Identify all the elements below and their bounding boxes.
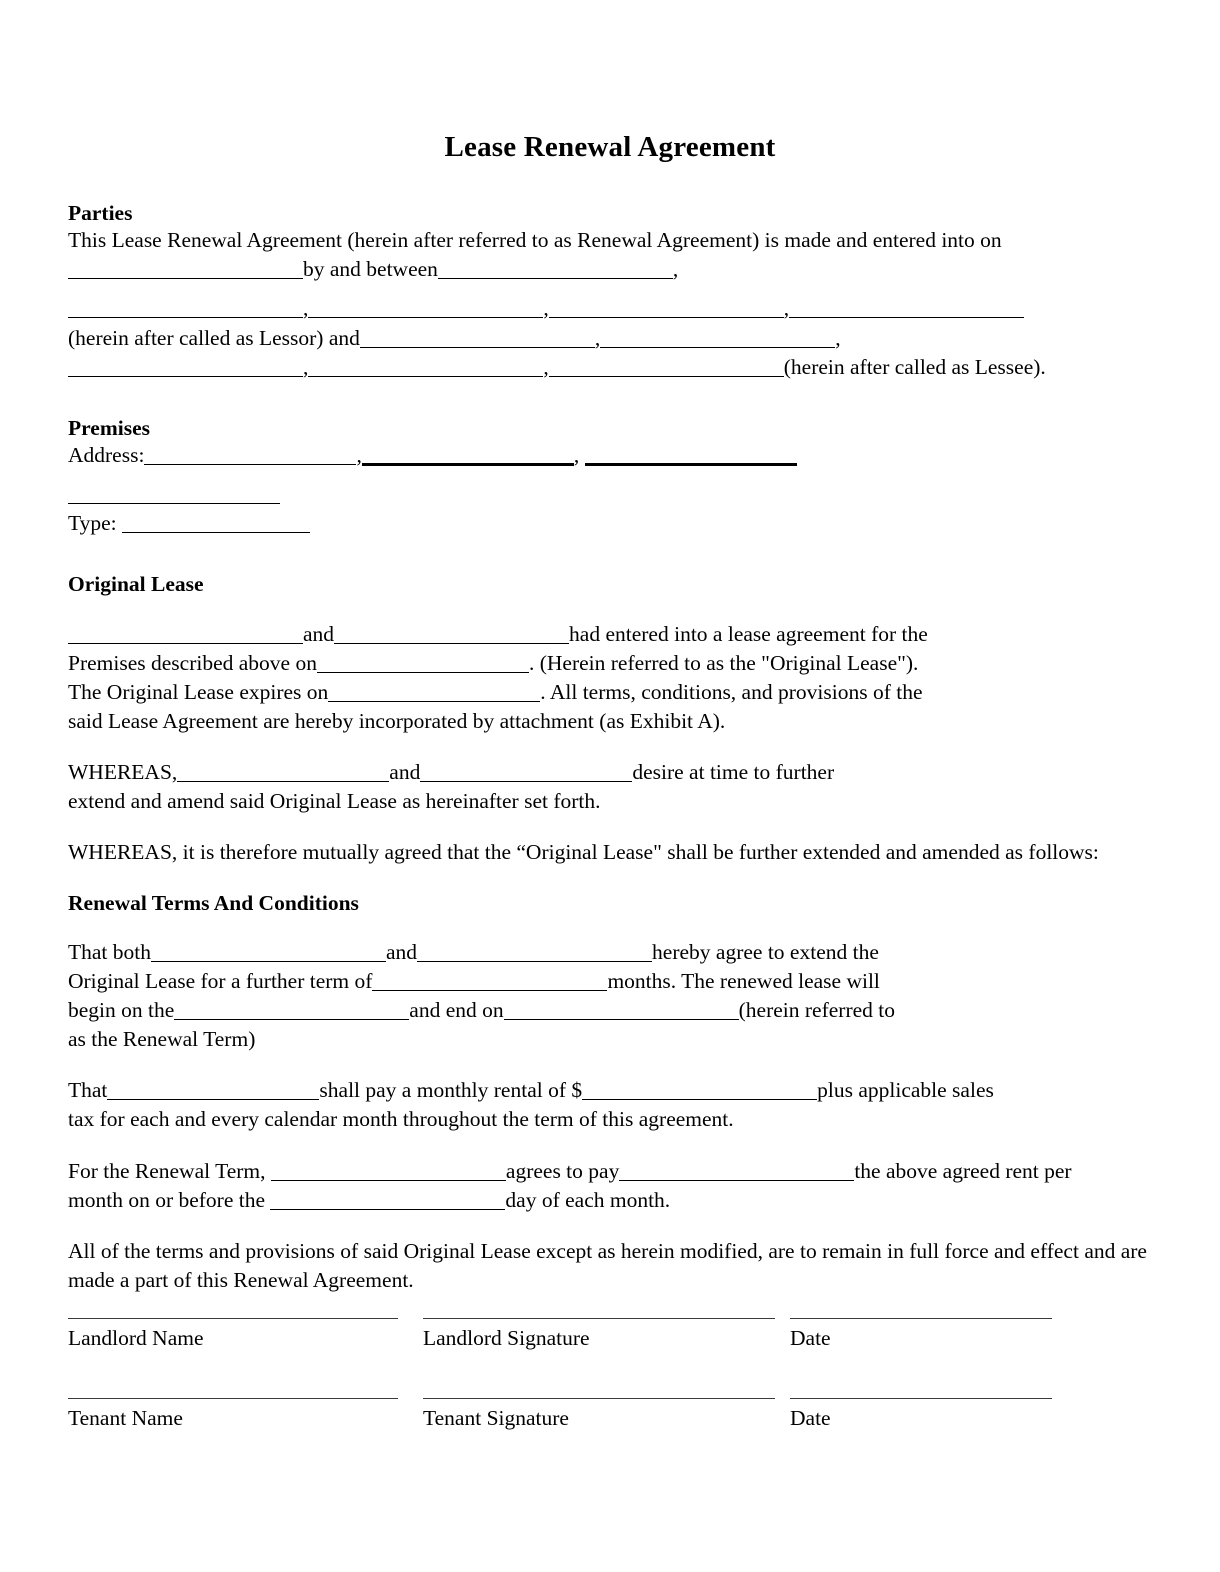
section-heading-premises: Premises	[68, 415, 150, 440]
tenant-signature-field[interactable]	[423, 1398, 775, 1431]
lessor-addr-comma-2: ,	[543, 296, 549, 321]
signature-block-tenant	[68, 1398, 1153, 1460]
whereas-paragraph-1	[68, 758, 1153, 816]
parties-line2-comma: ,	[672, 257, 679, 282]
landlord-name-field[interactable]	[68, 1318, 398, 1351]
tenant-name-label: Tenant Name	[68, 1406, 183, 1430]
whereas-extend-text: extend and amend said Original Lease as hereinafter set forth.	[68, 789, 601, 814]
rt1-that-both-label: That both	[68, 939, 151, 964]
blank-rt-rent-payer[interactable]	[271, 1180, 506, 1181]
parties-intro-text: This Lease Renewal Agreement (herein after referred to as Renewal Agreement) is made and entered into on	[68, 228, 1002, 253]
lessee-comma-2: ,	[835, 325, 841, 350]
blank-lessee-address-2[interactable]	[308, 376, 543, 377]
lessor-addr-comma-3: ,	[783, 296, 790, 321]
blank-lessee-address-3[interactable]	[549, 376, 784, 377]
rt1-agree-extend-text: hereby agree to extend the	[652, 939, 879, 964]
blank-rt-party-2[interactable]	[417, 961, 652, 962]
blank-ol-party-2[interactable]	[334, 643, 569, 644]
blank-rt-end-date[interactable]	[504, 1019, 739, 1020]
section-heading-parties: Parties	[68, 201, 133, 225]
premises-addr-comma-1: ,	[356, 443, 362, 468]
landlord-signature-label: Landlord Signature	[423, 1326, 590, 1350]
tenant-signature-label: Tenant Signature	[423, 1406, 569, 1430]
blank-rt-begin-date[interactable]	[174, 1019, 409, 1020]
lessee-comma-1: ,	[594, 325, 601, 350]
parties-by-and-between-label: by and between	[303, 257, 438, 282]
blank-lessee-address-1[interactable]	[68, 376, 303, 377]
original-lease-paragraph-1	[68, 620, 1153, 737]
rt3-month-before-label: month on or before the	[68, 1187, 266, 1212]
blank-rt-payer[interactable]	[107, 1099, 319, 1100]
whereas-label-1: WHEREAS,	[68, 760, 178, 785]
ol-entered-text: had entered into a lease agreement for the	[569, 621, 928, 646]
lessee-addr-comma-1: ,	[303, 354, 309, 379]
rt2-monthly-rental-label: shall pay a monthly rental of $	[319, 1078, 583, 1103]
renewal-term-item-1	[68, 938, 1153, 1055]
ol-and-1: and	[303, 621, 335, 646]
blank-premises-address-1[interactable]	[144, 464, 356, 465]
rt3-agrees-to-pay-label: agrees to pay	[505, 1158, 620, 1183]
rt3-for-renewal-term-label: For the Renewal Term,	[68, 1158, 266, 1183]
lessee-addr-comma-2: ,	[543, 354, 549, 379]
rt3-day-of-month-text: day of each month.	[505, 1187, 671, 1212]
premises-type-line	[68, 509, 1153, 538]
signature-block-landlord	[68, 1318, 1153, 1380]
rt1-renewal-term-text: as the Renewal Term)	[68, 1027, 256, 1052]
blank-lessor-address-4[interactable]	[789, 317, 1024, 318]
blank-lessee-name-1[interactable]	[360, 347, 595, 348]
blank-premises-address-4[interactable]	[68, 503, 280, 504]
whereas-and-1: and	[389, 760, 421, 785]
rt1-further-term-label: Original Lease for a further term of	[68, 968, 373, 993]
blank-lessor-address-1[interactable]	[68, 317, 303, 318]
blank-premises-address-3[interactable]	[585, 463, 797, 466]
address-label: Address:	[68, 443, 145, 468]
lessor-designation-label: (herein after called as Lessor) and	[68, 325, 360, 350]
blank-ol-expiry-date[interactable]	[328, 701, 540, 702]
ol-expires-label: The Original Lease expires on	[68, 679, 329, 704]
lessor-addr-comma-1: ,	[303, 296, 309, 321]
whereas-desire-text: desire at time to further	[632, 760, 835, 785]
landlord-signature-field[interactable]	[423, 1318, 775, 1351]
rt1-end-label: and end on	[409, 998, 504, 1022]
premises-address-line	[68, 441, 1153, 470]
blank-rt-term-months[interactable]	[372, 990, 607, 991]
ol-premises-described-label: Premises described above on	[68, 650, 317, 675]
premises-address-continued-line	[68, 480, 1153, 509]
blank-rt-party-1[interactable]	[151, 961, 386, 962]
section-heading-renewal-terms: Renewal Terms And Conditions	[68, 890, 359, 915]
type-label: Type:	[68, 511, 117, 536]
whereas-paragraph-2	[68, 838, 1153, 867]
section-heading-original-lease: Original Lease	[68, 572, 204, 597]
blank-ol-lease-date[interactable]	[317, 672, 529, 673]
blank-agreement-date[interactable]	[68, 278, 303, 279]
ol-herein-referred-text: . (Herein referred to as the "Original Lease").	[528, 650, 919, 675]
rt1-months-text: months. The renewed lease will	[607, 968, 880, 993]
rt2-that-label: That	[68, 1078, 108, 1103]
blank-lessor-address-3[interactable]	[549, 317, 784, 318]
tenant-date-field[interactable]	[790, 1398, 1052, 1431]
blank-lessor-name[interactable]	[438, 278, 673, 279]
lessee-address-line	[68, 353, 1153, 382]
parties-intro-line	[68, 226, 1153, 255]
rt2-tax-text: tax for each and every calendar month throughout the term of this agreement.	[68, 1107, 734, 1132]
landlord-date-field[interactable]	[790, 1318, 1052, 1351]
renewal-term-item-2	[68, 1076, 1153, 1134]
rt2-plus-sales-text: plus applicable sales	[817, 1078, 994, 1103]
document-body	[68, 200, 1153, 1295]
lessor-address-line	[68, 294, 1153, 323]
parties-date-line	[68, 255, 1153, 284]
rt3-above-agreed-text: the above agreed rent per	[854, 1158, 1072, 1183]
blank-rt-due-day[interactable]	[270, 1209, 505, 1210]
blank-premises-address-2[interactable]	[362, 463, 574, 466]
closing-paragraph	[68, 1237, 1153, 1295]
ol-allterms-text: . All terms, conditions, and provisions of the	[540, 679, 923, 704]
lessee-designation-label: (herein after called as Lessee).	[783, 354, 1046, 379]
premises-addr-comma-2: ,	[573, 443, 580, 468]
tenant-date-label: Date	[790, 1406, 831, 1430]
rt1-herein-text: (herein referred to	[738, 998, 896, 1022]
lessee-intro-line	[68, 324, 1153, 353]
blank-whereas-party-1[interactable]	[177, 781, 389, 782]
blank-ol-party-1[interactable]	[68, 643, 303, 644]
rt1-and: and	[386, 939, 418, 964]
whereas-mutually-agreed-text: WHEREAS, it is therefore mutually agreed that the “Original Lease" shall be further extended and amended as follows:	[68, 840, 1099, 865]
page-title: Lease Renewal Agreement	[444, 131, 776, 163]
blank-rt-rent-payee[interactable]	[619, 1180, 854, 1181]
blank-rt-monthly-rent[interactable]	[582, 1099, 817, 1100]
blank-premises-type[interactable]	[122, 532, 310, 533]
tenant-name-field[interactable]	[68, 1398, 398, 1431]
closing-text: All of the terms and provisions of said Original Lease except as herein modified, are to remain in full force and effect and are made a part of this Renewal Agreement.	[68, 1238, 1147, 1292]
rt1-begin-label: begin on the	[68, 998, 175, 1022]
blank-lessee-name-2[interactable]	[600, 347, 835, 348]
blank-lessor-address-2[interactable]	[308, 317, 543, 318]
renewal-term-item-3	[68, 1157, 1153, 1215]
landlord-name-label: Landlord Name	[68, 1326, 204, 1350]
landlord-date-label: Date	[790, 1326, 831, 1350]
ol-exhibit-text: said Lease Agreement are hereby incorporated by attachment (as Exhibit A).	[68, 709, 726, 734]
blank-whereas-party-2[interactable]	[420, 781, 632, 782]
